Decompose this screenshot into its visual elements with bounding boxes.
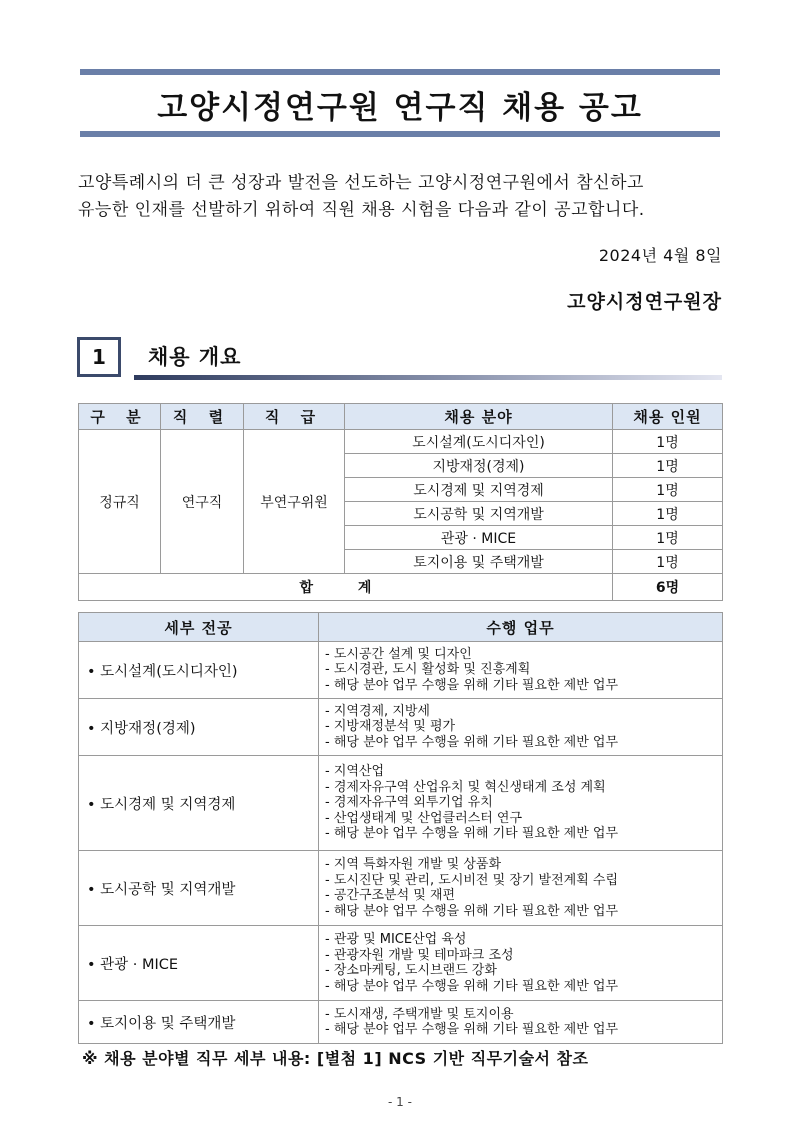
header-field: 채용 분야 <box>345 404 613 430</box>
series-cell: 연구직 <box>161 430 244 574</box>
announcement-date: 2024년 4월 8일 <box>598 246 722 265</box>
header-category: 구 분 <box>79 404 161 430</box>
field-cell: 관광 · MICE <box>345 526 613 550</box>
recruitment-overview-table <box>78 403 723 601</box>
task-item: - 도시경관, 도시 활성화 및 진흥계획 <box>325 662 531 678</box>
field-cell: 도시설계(도시디자인) <box>345 430 613 454</box>
task-item: - 관광 및 MICE산업 육성 <box>325 932 467 947</box>
tasks-cell <box>319 1001 723 1044</box>
count-cell: 1명 <box>613 502 723 526</box>
intro-line: 고양특례시의 더 큰 성장과 발전을 선도하는 고양시정연구원에서 참신하고 <box>78 173 644 193</box>
task-item: - 해당 분야 업무 수행을 위해 기타 필요한 제반 업무 <box>325 677 619 693</box>
table-row <box>79 642 723 699</box>
task-item: - 도시진단 및 관리, 도시비전 및 장기 발전계획 수립 <box>325 872 619 888</box>
count-cell: 1명 <box>613 430 723 454</box>
table-row <box>79 926 723 1001</box>
table-header-row <box>79 404 723 430</box>
tasks-cell <box>319 642 723 699</box>
major-cell: • 도시설계(도시디자인) <box>79 642 319 699</box>
page-title: 고양시정연구원 연구직 채용 공고 <box>157 90 643 126</box>
title-top-rule <box>80 69 720 75</box>
count-cell: 1명 <box>613 526 723 550</box>
field-cell: 지방재정(경제) <box>345 454 613 478</box>
total-label: 합 계 <box>79 574 613 601</box>
task-item: - 산업생태계 및 산업클러스터 연구 <box>325 810 523 826</box>
table-header-row <box>79 613 723 642</box>
header-count: 채용 인원 <box>613 404 723 430</box>
task-item: - 지방재정분석 및 평가 <box>325 719 456 735</box>
table-row <box>79 1001 723 1044</box>
task-item: - 관광자원 개발 및 테마파크 조성 <box>325 947 514 963</box>
task-item: - 경제자유구역 외투기업 유치 <box>325 795 493 811</box>
major-cell: • 토지이용 및 주택개발 <box>79 1001 319 1044</box>
task-item: - 도시공간 설계 및 디자인 <box>325 646 472 662</box>
title-bottom-rule <box>80 131 720 137</box>
task-item: - 공간구조분석 및 재편 <box>325 888 456 903</box>
tasks-cell <box>319 926 723 1001</box>
header-tasks: 수행 업무 <box>319 613 723 642</box>
task-item: - 해당 분야 업무 수행을 위해 기타 필요한 제반 업무 <box>325 903 619 919</box>
task-item: - 지역산업 <box>325 764 385 780</box>
task-item: - 경제자유구역 산업유치 및 혁신생태계 조성 계획 <box>325 779 606 795</box>
table-row <box>79 851 723 926</box>
table-row <box>79 430 723 454</box>
task-item: - 해당 분야 업무 수행을 위해 기타 필요한 제반 업무 <box>325 1022 619 1037</box>
category-cell: 정규직 <box>79 430 161 574</box>
table-row <box>79 699 723 756</box>
major-cell: • 관광 · MICE <box>79 926 319 1001</box>
table-row <box>79 756 723 851</box>
count-cell: 1명 <box>613 478 723 502</box>
tasks-cell <box>319 756 723 851</box>
count-cell: 1명 <box>613 454 723 478</box>
section-number-box: 1 <box>77 337 121 377</box>
major-cell: • 지방재정(경제) <box>79 699 319 756</box>
signer: 고양시정연구원장 <box>567 291 722 313</box>
task-item: - 해당 분야 업무 수행을 위해 기타 필요한 제반 업무 <box>325 734 619 750</box>
intro-paragraph <box>78 170 724 224</box>
task-item: - 해당 분야 업무 수행을 위해 기타 필요한 제반 업무 <box>325 826 619 842</box>
grade-cell: 부연구위원 <box>244 430 345 574</box>
field-cell: 도시공학 및 지역개발 <box>345 502 613 526</box>
section-underline <box>134 375 722 380</box>
intro-line: 유능한 인재를 선발하기 위하여 직원 채용 시험을 다음과 같이 공고합니다. <box>78 200 645 220</box>
task-item: - 장소마케팅, 도시브랜드 강화 <box>325 963 497 978</box>
section-title: 채용 개요 <box>148 345 242 369</box>
task-item: - 지역 특화자원 개발 및 상품화 <box>325 857 502 872</box>
total-row <box>79 574 723 601</box>
major-cell: • 도시경제 및 지역경제 <box>79 756 319 851</box>
count-cell: 1명 <box>613 550 723 574</box>
total-count: 6명 <box>613 574 723 601</box>
header-series: 직 렬 <box>161 404 244 430</box>
reference-note: ※ 채용 분야별 직무 세부 내용: [별첨 1] NCS 기반 직무기술서 참조 <box>82 1049 589 1068</box>
task-item: - 해당 분야 업무 수행을 위해 기타 필요한 제반 업무 <box>325 978 619 994</box>
tasks-cell <box>319 851 723 926</box>
task-item: - 도시재생, 주택개발 및 토지이용 <box>325 1006 514 1022</box>
header-grade: 직 급 <box>244 404 345 430</box>
header-major: 세부 전공 <box>79 613 319 642</box>
duties-table <box>78 612 723 1044</box>
page-number: - 1 - <box>388 1095 412 1109</box>
field-cell: 토지이용 및 주택개발 <box>345 550 613 574</box>
task-item: - 지역경제, 지방세 <box>325 703 430 719</box>
tasks-cell <box>319 699 723 756</box>
field-cell: 도시경제 및 지역경제 <box>345 478 613 502</box>
major-cell: • 도시공학 및 지역개발 <box>79 851 319 926</box>
